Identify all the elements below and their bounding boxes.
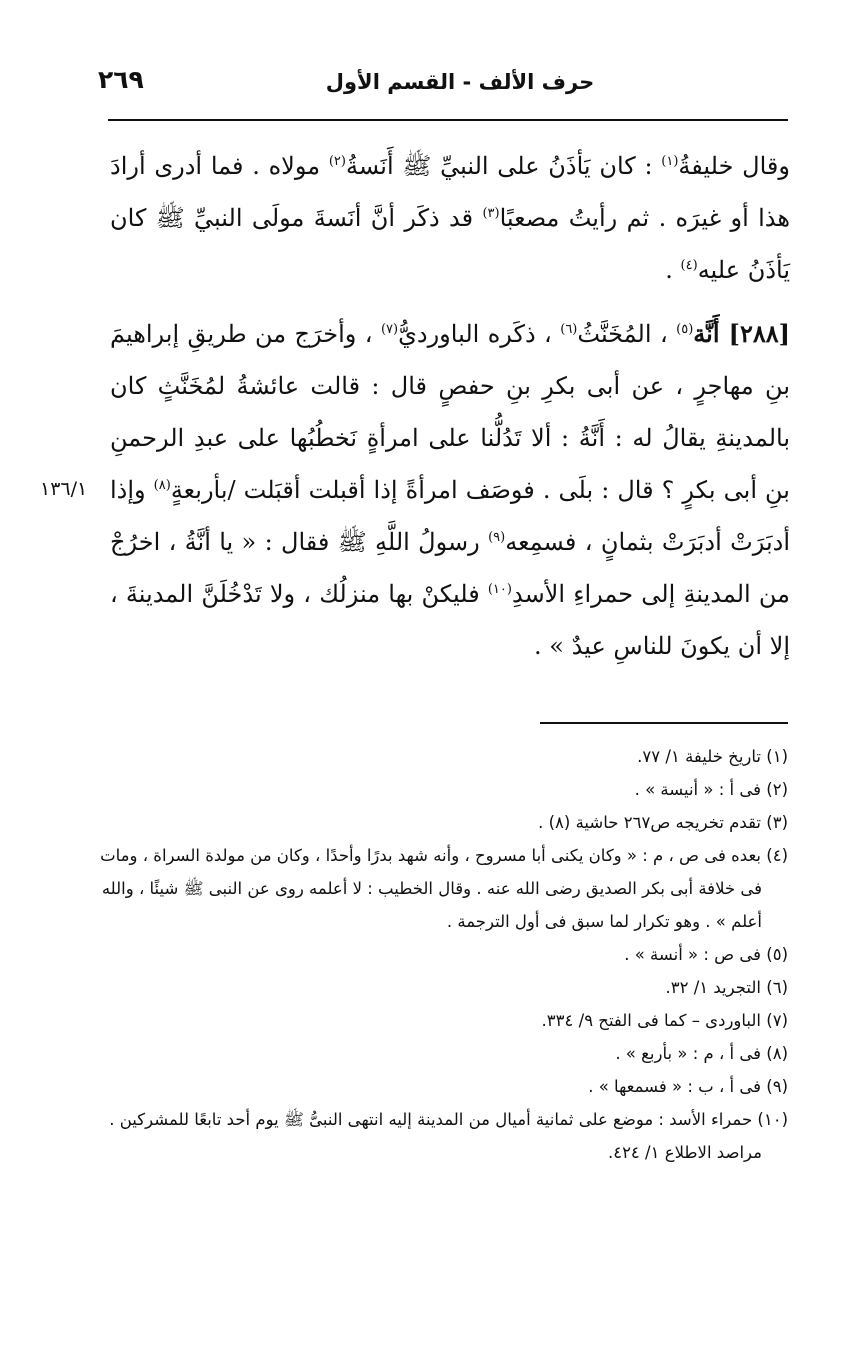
footnotes [100,740,788,1169]
footnote-rule [540,722,788,724]
footnote-4-cont: أعلم » . وهو تكرار لما سبق فى أول الترجمة . [446,912,762,931]
main-text [110,140,790,672]
footnote-5: (٥) فى ص : « أنسة » . [624,945,788,964]
footnote-7: (٧) الباوردى – كما فى الفتح ٩/ ٣٣٤. [541,1011,788,1030]
footnote-ref-10: (١٠) [487,582,512,597]
page-number: ٢٦٩ [98,65,144,94]
running-header-title: حرف الألف - القسم الأول [325,70,595,94]
text-run: ، المُخَنَّثُ [577,320,677,348]
footnote-3: (٣) تقدم تخريجه ص٢٦٧ حاشية (٨) . [538,813,788,832]
footnote-4-cont: فى خلافة أبى بكر الصديق رضى الله عنه . وقال الخطيب : لا أعلمه روى عن النبى ﷺ شيئًا ، والله [101,879,762,898]
footnote-ref-4: (٤) [680,258,698,273]
footnote-10-cont: مراصد الاطلاع ١/ ٤٢٤. [607,1143,762,1162]
footnote-ref-5: (٥) [676,322,694,337]
text-run: وإذا أدبَرَتْ أدبَرَتْ بثمانٍ ، فسمِعه [110,476,790,556]
footnote-ref-8: (٨) [153,478,171,493]
footnote-ref-7: (٧) [380,322,399,337]
footnote-ref-9: (٩) [488,530,506,545]
text-run: مولاه . فما أدرى أرادَ هذا أو غيرَه . ثم رأيتُ مصعبًا [110,152,790,232]
footnote-6: (٦) التجريد ١/ ٣٢. [665,978,788,997]
paragraph-khalifa [110,140,790,296]
text-run: : كان يَأذَنُ على النبيِّ ﷺ أَنَسةُ [345,152,662,180]
text-run: ، وأخرَج من طريقِ إبراهيمَ بنِ مهاجرٍ ، عن أبى بكرِ بنِ حفصٍ قال : قالت عائشةُ لمُخَنَّثٍ كان بالمدينةِ يقالُ له : أَنَّةُ : ألا تَدُلُّنا على امرأةٍ نَخطُبُها على عبدِ الرحمنِ بنِ أبى بكرٍ ؟ قال : بلَى . فوصَف امرأةً إذا أقبلت أقبَلت /بأربعةٍ [110,320,790,504]
entry-title: أَنَّة [693,319,729,348]
text-run: وقال خليفةُ [678,152,790,180]
text-run: رسولُ اللَّهِ ﷺ فقال : « يا أنَّةُ ، اخرُجْ من المدينةِ إلى حمراءِ الأسدِ [110,528,790,608]
footnote-1: (١) تاريخ خليفة ١/ ٧٧. [637,747,788,766]
entry-288 [110,308,790,672]
footnote-4: (٤) بعده فى ص ، م : « وكان يكنى أبا مسروح ، وأنه شهد بدرًا وأحدًا ، وكان من مولدة السراة ، ومات [100,846,788,865]
footnote-ref-2: (٢) [328,154,346,169]
entry-number: [٢٨٨] [728,319,791,348]
footnote-ref-3: (٣) [482,206,500,221]
footnote-ref-6: (٦) [560,322,578,337]
footnote-10: (١٠) حمراء الأسد : موضع على ثمانية أميال من المدينة إليه انتهى النبىُّ ﷺ يوم أحد تابعًا للمشركين . [109,1110,788,1129]
text-run: . [665,256,681,284]
footnote-2: (٢) فى أ : « أنيسة » . [634,780,788,799]
text-run: قد ذكَر أنَّ أنَسةَ مولَى النبيِّ ﷺ كان يَأذَنُ عليه [110,204,790,284]
footnote-8: (٨) فى أ ، م : « بأربع » . [615,1044,788,1063]
footnote-9: (٩) فى أ ، ب : « فسمعها » . [588,1077,788,1096]
margin-note: ١٣٦/١ [40,478,88,500]
text-run: فليكنْ بها منزلُك ، ولا تَدْخُلَنَّ المدينةَ ، إلا أن يكونَ للناسِ عيدٌ » . [110,580,790,660]
header-rule [108,119,788,121]
footnote-ref-1: (١) [661,154,679,169]
text-run: ، ذكَره الباورديُّ [398,320,561,348]
